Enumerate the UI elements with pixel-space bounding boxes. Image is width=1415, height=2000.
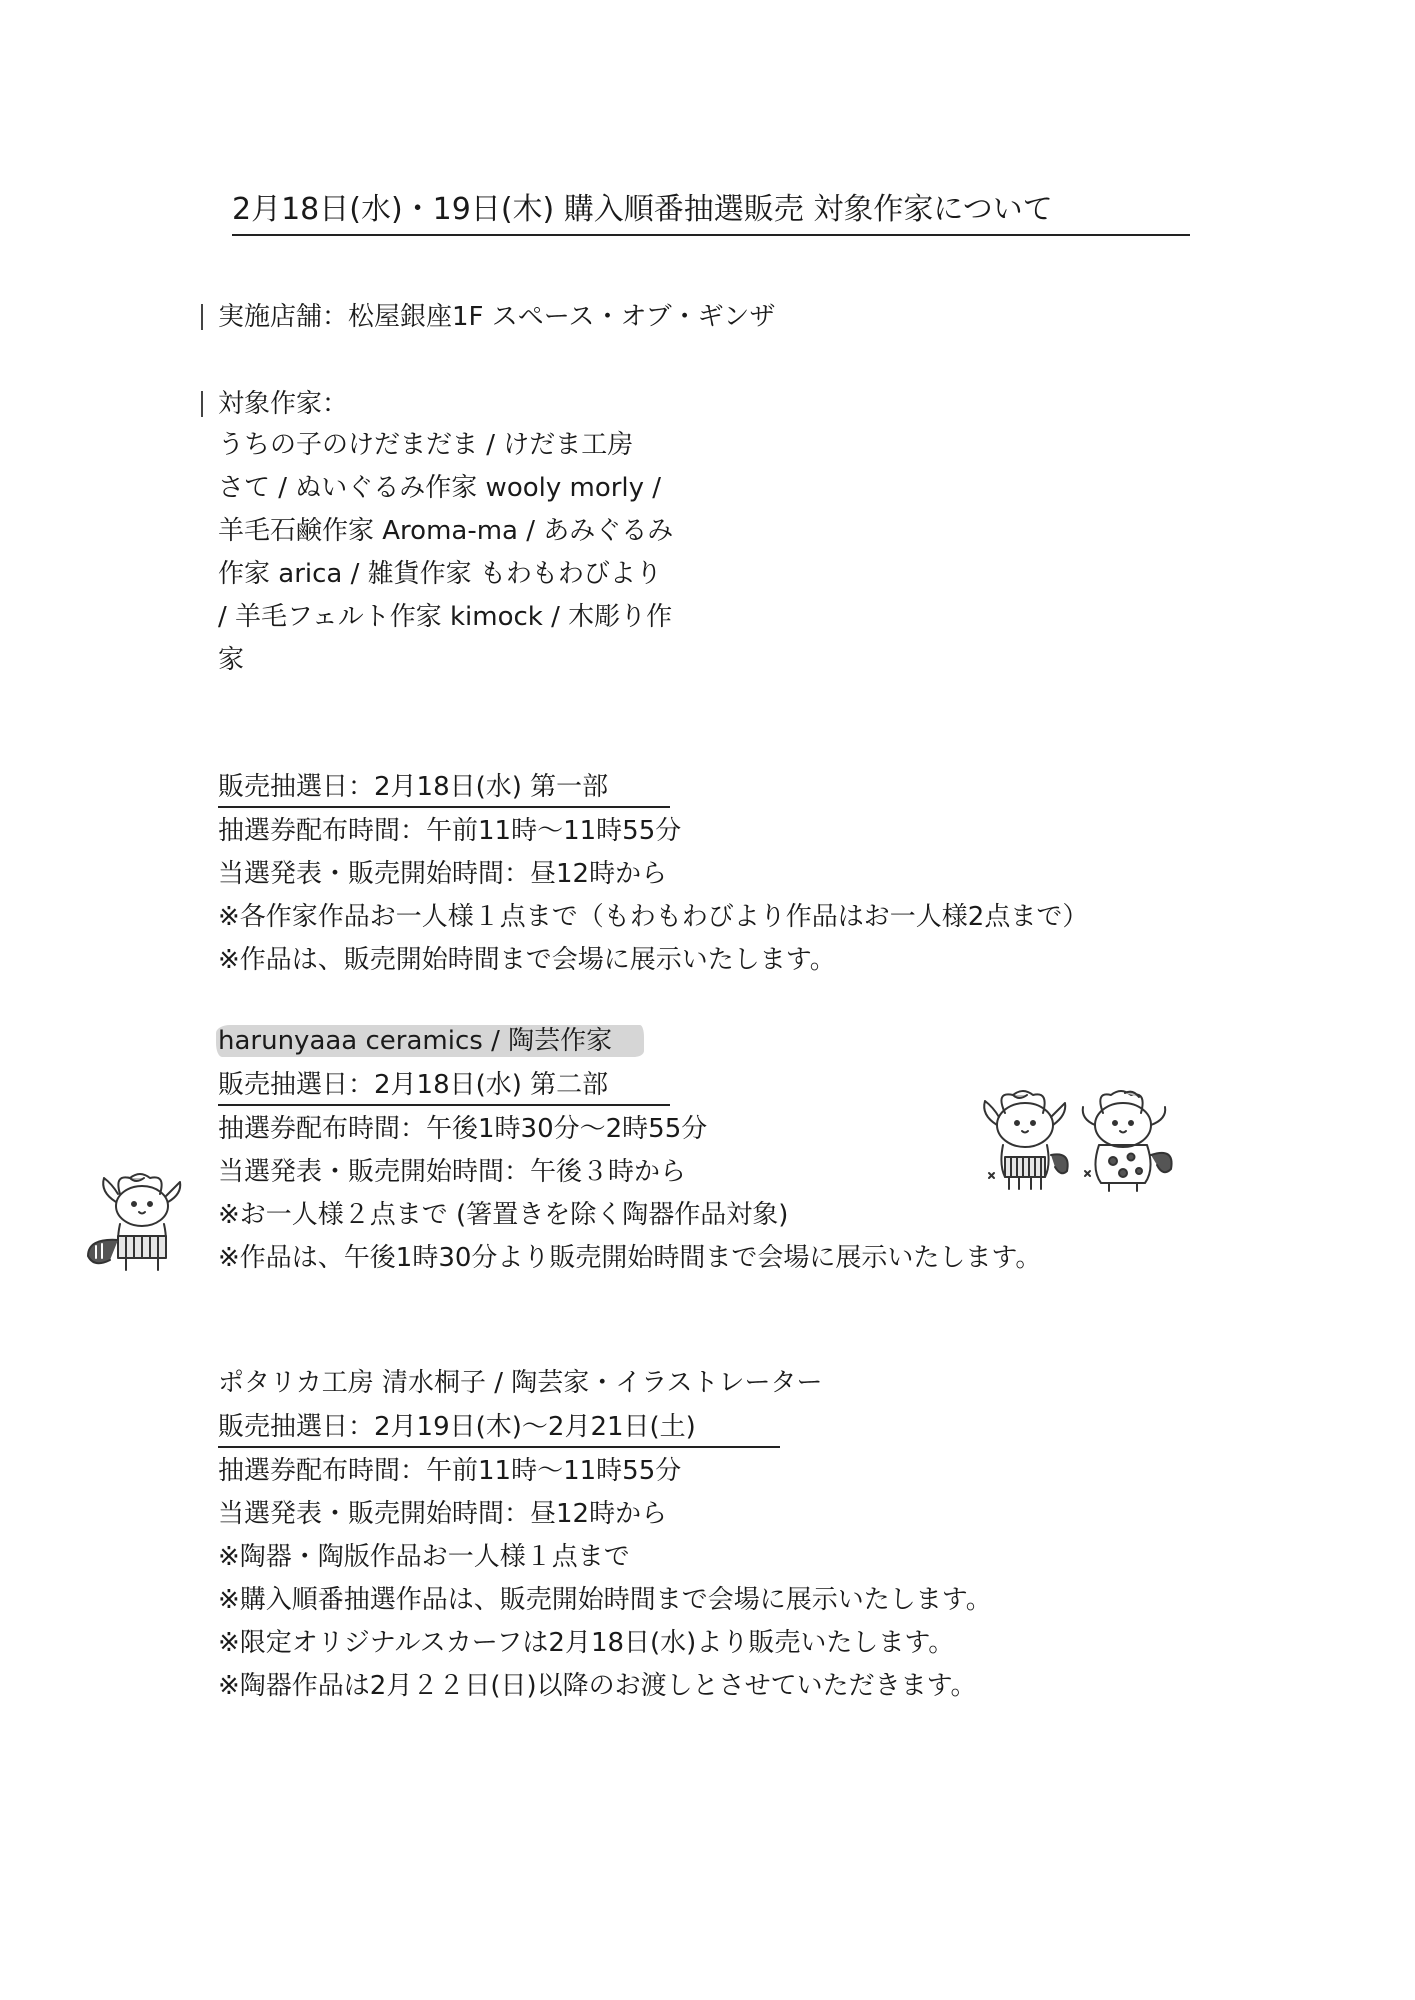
artists-line: 羊毛石鹸作家 Aroma-ma / あみぐるみ [218,516,674,546]
cat-illustration-waving-icon [82,1168,192,1280]
store-info: 実施店舗：松屋銀座1F スペース・オブ・ギンザ [218,302,776,332]
section2-line: ※作品は、午後1時30分より販売開始時間まで会場に展示いたします。 [218,1243,1042,1273]
section1-line: 抽選券配布時間：午前11時〜11時55分 [218,816,682,846]
section2-date [218,1064,670,1106]
section1-line: ※作品は、販売開始時間まで会場に展示いたします。 [218,945,836,975]
artists-line: うちの子のけだまだま / けだま工房 [218,430,634,460]
store-marker [201,304,203,330]
artists-heading: 対象作家： [218,389,349,419]
artists-line: 作家 arica / 雑貨作家 もわもわびより [218,559,662,589]
section2-line: 抽選券配布時間：午後1時30分〜2時55分 [218,1114,708,1144]
section3-date-text: 販売抽選日：2月19日(木)〜2月21日(土) [218,1408,780,1448]
section3-line: ※陶器作品は2月２２日(日)以降のお渡しとさせていただきます。 [218,1671,977,1701]
section2-line: 当選発表・販売開始時間：午後３時から [218,1157,687,1187]
section2-date-text: 販売抽選日：2月18日(水) 第二部 [218,1066,670,1106]
section3-date [218,1406,780,1448]
section2-artist: harunyaaa ceramics / 陶芸作家 [218,1026,613,1056]
section3-line: 抽選券配布時間：午前11時〜11時55分 [218,1456,682,1486]
artists-line: さて / ぬいぐるみ作家 wooly morly / [218,473,662,503]
section3-line: 当選発表・販売開始時間：昼12時から [218,1499,668,1529]
section3-line: ※購入順番抽選作品は、販売開始時間まで会場に展示いたします。 [218,1585,992,1615]
section3-line: ※陶器・陶版作品お一人様１点まで [218,1542,630,1572]
section2-line: ※お一人様２点まで (箸置きを除く陶器作品対象) [218,1200,789,1230]
section1-line: 当選発表・販売開始時間：昼12時から [218,859,668,889]
artists-marker [201,391,203,417]
cat-illustration-dotted-icon [1073,1085,1179,1197]
artists-list [218,424,718,682]
cat-illustration-striped-icon [975,1085,1075,1197]
section3-artist: ポタリカ工房 清水桐子 / 陶芸家・イラストレーター [218,1368,823,1398]
section3-line: ※限定オリジナルスカーフは2月18日(水)より販売いたします。 [218,1628,955,1658]
section1-date-text: 販売抽選日：2月18日(水) 第一部 [218,768,670,808]
page-title: 2月18日(水)・19日(木) 購入順番抽選販売 対象作家について [232,188,1190,236]
artists-line: / 羊毛フェルト作家 kimock / 木彫り作 [218,602,673,632]
section1-line: ※各作家作品お一人様１点まで（もわもわびより作品はお一人様2点まで） [218,902,1089,932]
artists-line: 家 [218,645,245,675]
section1-date [218,766,670,808]
